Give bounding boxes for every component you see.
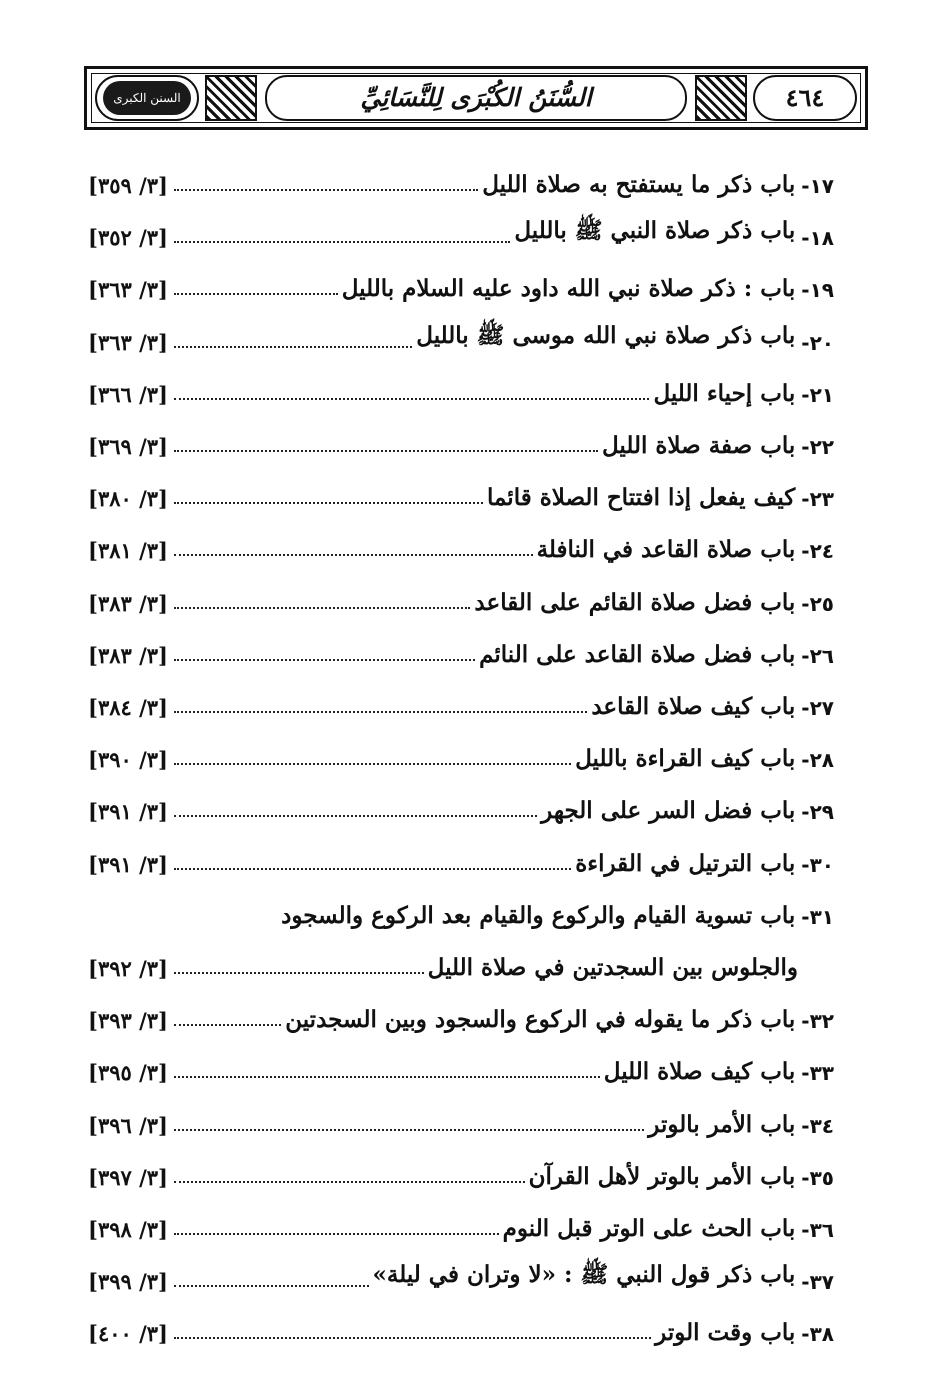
entry-number: ٢٢- — [801, 435, 834, 459]
dot-leader — [174, 659, 475, 661]
toc-entry — [88, 262, 834, 302]
ornament-right — [695, 75, 747, 121]
entry-title: باب الحث على الوتر قبل النوم — [502, 1215, 796, 1242]
toc-entry — [88, 419, 834, 459]
dot-leader — [174, 711, 587, 713]
entry-title: باب كيف صلاة القاعد — [591, 693, 796, 720]
entry-title: باب الأمر بالوتر — [648, 1110, 796, 1138]
entry-reference: [٣/ ٣٨٣] — [88, 590, 168, 616]
entry-reference: [٣/ ٣٩٩] — [88, 1269, 168, 1295]
entry-title: باب تسوية القيام والركوع والقيام بعد الركوع والسجود — [281, 901, 796, 929]
entry-reference: [٣/ ٣٨٣] — [88, 642, 168, 668]
dot-leader — [174, 1337, 651, 1339]
entry-number: ٢٨- — [801, 748, 834, 773]
entry-reference: [٣/ ٣٩٢] — [88, 956, 168, 981]
entry-title: والجلوس بين السجدتين في صلاة الليل — [427, 954, 798, 981]
entry-title: كيف يفعل إذا افتتاح الصلاة قائما — [487, 484, 796, 512]
entry-title: باب كيف صلاة الليل — [603, 1058, 796, 1086]
entry-title: باب ذكر صلاة نبي الله موسى ﷺ بالليل — [416, 321, 796, 349]
entry-reference: [٣/ ٣٦٣] — [88, 277, 168, 303]
dot-leader — [174, 554, 533, 556]
entry-number: ٣١- — [801, 904, 834, 929]
entry-reference: [٣/ ٣٦٦] — [88, 381, 168, 407]
toc-entry — [88, 1254, 834, 1294]
toc-entry — [88, 523, 834, 563]
toc-entry — [88, 680, 834, 720]
dot-leader — [174, 346, 412, 348]
entry-reference: [٣/ ٣٩٣] — [88, 1008, 168, 1034]
dot-leader — [174, 972, 424, 974]
entry-number: ٢٦- — [801, 643, 834, 668]
toc-entry — [88, 941, 834, 981]
toc-entry — [88, 628, 834, 668]
entry-number: ٢٩- — [801, 800, 834, 825]
dot-leader — [174, 450, 598, 452]
toc-entry — [88, 1150, 834, 1190]
dot-leader — [174, 241, 510, 243]
toc-entry — [88, 1202, 834, 1242]
entry-reference: [٣/ ٣٥٩] — [88, 173, 168, 198]
entry-number: ١٧- — [801, 174, 834, 198]
entry-title: باب ذكر ما يقوله في الركوع والسجود وبين السجدتين — [285, 1006, 796, 1034]
entry-title: باب صفة صلاة الليل — [602, 432, 796, 459]
entry-number: ٢٣- — [801, 487, 834, 512]
entry-number: ٣٣- — [801, 1061, 834, 1086]
dot-leader — [174, 1233, 499, 1235]
toc-entry — [88, 993, 834, 1033]
entry-number: ١٨- — [801, 226, 834, 251]
page-number-badge — [753, 75, 857, 121]
toc-entry — [88, 1098, 834, 1138]
entry-number: ٣٢- — [801, 1009, 834, 1034]
dot-leader — [174, 1285, 369, 1287]
dot-leader — [174, 189, 478, 191]
emblem-text: السنن الكبرى — [103, 81, 191, 115]
toc-entry — [88, 315, 834, 355]
toc-entry — [88, 576, 834, 616]
dot-leader — [174, 607, 470, 609]
dot-leader — [174, 1181, 525, 1183]
entry-number: ٣٥- — [801, 1165, 834, 1190]
entry-number: ٢٧- — [801, 696, 834, 720]
toc-entry — [88, 784, 834, 824]
entry-reference: [٣/ ٣٨١] — [88, 538, 168, 564]
entry-title: باب ذكر قول النبي ﷺ : «لا وتران في ليلة» — [372, 1261, 796, 1289]
dot-leader — [174, 763, 571, 765]
toc-entry — [88, 1306, 834, 1346]
entry-title: باب صلاة القاعد في النافلة — [536, 536, 796, 564]
entry-number: ٢٤- — [801, 539, 834, 564]
entry-reference: [٣/ ٣٦٣] — [88, 329, 168, 355]
toc-entry — [88, 210, 834, 250]
title-cartouche — [265, 75, 687, 121]
entry-title: باب ذكر ما يستفتح به صلاة الليل — [482, 171, 796, 198]
entry-number: ٢٠- — [801, 330, 834, 355]
toc-entry — [88, 158, 834, 198]
entry-title: باب فضل صلاة القاعد على النائم — [479, 640, 796, 668]
dot-leader — [174, 293, 338, 295]
entry-title: باب وقت الوتر — [655, 1319, 796, 1347]
entry-number: ٢١- — [801, 382, 834, 407]
entry-reference: [٣/ ٣٥٢] — [88, 225, 168, 251]
entry-number: ١٩- — [801, 278, 834, 303]
entry-number: ٣٤- — [801, 1113, 834, 1138]
entry-number: ٢٥- — [801, 591, 834, 616]
toc-entry — [88, 471, 834, 511]
entry-title: باب إحياء الليل — [653, 379, 796, 407]
dot-leader — [174, 815, 537, 817]
toc-entry — [88, 732, 834, 772]
dot-leader — [174, 1129, 644, 1131]
toc-entry — [88, 837, 834, 877]
entry-reference: [٣/ ٣٩٧] — [88, 1164, 168, 1190]
entry-number: ٣٧- — [801, 1270, 834, 1295]
toc-entry — [88, 889, 834, 929]
entry-reference: [٣/ ٣٩٨] — [88, 1217, 168, 1242]
page-header — [84, 66, 868, 130]
dot-leader — [174, 1076, 600, 1078]
entry-number: ٣٠- — [801, 852, 834, 877]
entry-reference: [٣/ ٣٦٩] — [88, 434, 168, 459]
book-emblem — [95, 75, 199, 121]
entry-number: ٣٨- — [801, 1322, 834, 1347]
entry-title: باب الأمر بالوتر لأهل القرآن — [528, 1162, 796, 1190]
entry-number: ٣٦- — [801, 1218, 834, 1242]
entry-reference: [٣/ ٣٩١] — [88, 851, 168, 877]
entry-title: باب فضل صلاة القائم على القاعد — [474, 588, 796, 616]
toc-entry — [88, 1045, 834, 1085]
ornament-left — [205, 75, 257, 121]
entry-title: باب الترتيل في القراءة — [575, 849, 796, 877]
entry-title: باب : ذكر صلاة نبي الله داود عليه السلام بالليل — [341, 275, 796, 303]
entry-reference: [٣/ ٣٨٤] — [88, 695, 168, 720]
entry-reference: [٣/ ٣٩٥] — [88, 1060, 168, 1086]
dot-leader — [174, 398, 649, 400]
entry-title: باب ذكر صلاة النبي ﷺ بالليل — [514, 217, 796, 245]
dot-leader — [174, 868, 571, 870]
dot-leader — [174, 1024, 281, 1026]
dot-leader — [174, 502, 483, 504]
page-number: ٤٦٤ — [785, 83, 825, 112]
entry-title: باب كيف القراءة بالليل — [575, 745, 796, 773]
entry-reference: [٣/ ٣٩٠] — [88, 747, 168, 773]
toc-entry — [88, 367, 834, 407]
book-title: السُّنَنُ الكُبْرَى لِلنَّسَائِيِّ — [360, 83, 592, 112]
entry-reference: [٣/ ٣٩١] — [88, 799, 168, 825]
entry-reference: [٣/ ٣٨٠] — [88, 486, 168, 512]
entry-reference: [٣/ ٤٠٠] — [88, 1321, 168, 1347]
entry-reference: [٣/ ٣٩٦] — [88, 1112, 168, 1138]
entry-title: باب فضل السر على الجهر — [541, 797, 796, 825]
